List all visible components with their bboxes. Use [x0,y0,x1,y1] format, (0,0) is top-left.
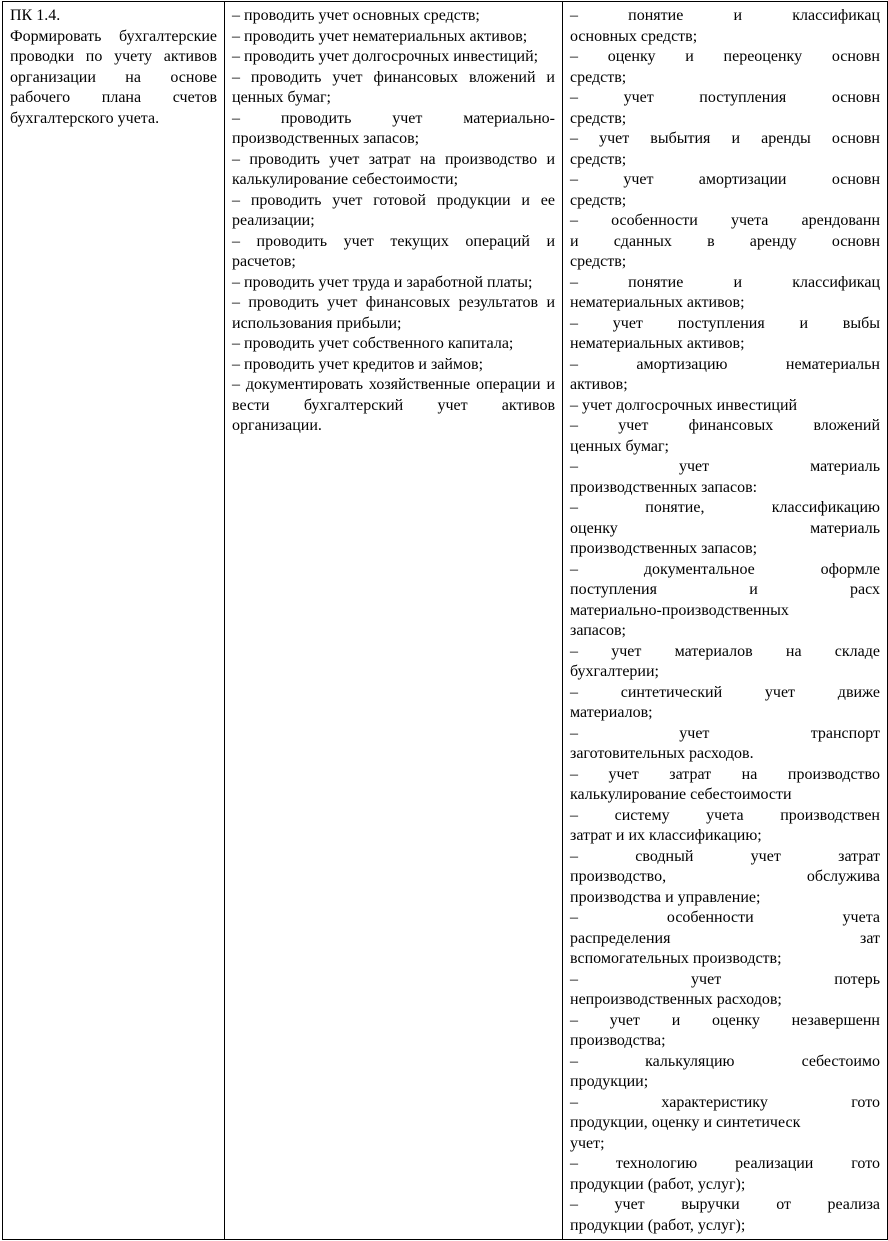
knowledge-line: – систему учета производствен [570,806,880,824]
knowledge-line: материалов; [570,704,653,721]
skill-item: – проводить учет финансовых вложений и ценных бумаг; [232,68,555,106]
knowledge-line: основных средств; [570,27,698,45]
knowledge-line: запасов; [570,622,626,639]
knowledge-line: – учет финансовых вложений [570,417,880,434]
knowledge-line: – учет материаль [570,458,880,475]
competency-code: ПК 1.4. [10,7,61,24]
competency-cell [3,2,225,1240]
knowledge-line: – калькуляцию себестоимо [570,1052,880,1070]
knowledge-line: – учет поступления и выбы [570,314,880,332]
knowledge-line: вспомогательных производств; [570,950,782,967]
knowledge-line: средств; [570,68,627,86]
table-row [3,2,888,1240]
knowledge-line: – учет потерь [570,970,880,988]
knowledge-line: оценку материаль [570,519,880,537]
skill-item: – проводить учет основных средств; [232,7,480,24]
knowledge-line: – понятие, классификацию [570,499,880,516]
knowledge-line: средств; [570,150,627,168]
skill-item: – проводить учет затрат на производство и калькулирование себестоимости; [232,150,555,188]
skill-item: – проводить учет труда и заработной платы; [232,273,533,291]
knowledge-line: – учет затрат на производство [570,765,880,783]
knowledge-line: – амортизацию нематериальн [570,355,880,373]
knowledge-line: продукции, оценку и синтетическ [570,1114,801,1131]
knowledge-line: поступления и расх [570,581,880,598]
skill-item: – проводить учет собственного капитала; [232,335,514,352]
knowledge-line: – оценку и переоценку основн [570,48,880,65]
knowledge-cell [563,2,888,1240]
knowledge-line: продукции; [570,1073,649,1090]
knowledge-line: производство, обслужива [570,868,880,885]
skill-item: – проводить учет финансовых результатов и использования прибыли; [232,294,555,332]
knowledge-line: учет; [570,1134,605,1152]
knowledge-line: производственных запасов: [570,478,758,496]
knowledge-line: – учет долгосрочных инвестиций [570,396,798,414]
skill-item: – проводить учет материально-производственных запасов; [232,109,555,147]
knowledge-line: – особенности учета арендованн [570,212,880,229]
skill-item: – проводить учет кредитов и займов; [232,355,484,373]
knowledge-line: – технологию реализации гото [570,1155,880,1172]
knowledge-line: производства; [570,1032,666,1049]
knowledge-line: активов; [570,376,628,393]
knowledge-line: – учет и оценку незавершенн [570,1011,880,1029]
knowledge-line: материально-производственных [570,601,789,619]
knowledge-line: – понятие и классификац [570,7,880,24]
knowledge-line: – учет транспорт [570,724,880,742]
knowledge-line: калькулирование себестоимости [570,786,792,803]
knowledge-line: – учет выручки от реализа [570,1196,880,1213]
knowledge-line: – документальное оформле [570,560,880,578]
knowledge-line: производственных запасов; [570,540,758,557]
knowledge-line: средств; [570,253,627,270]
knowledge-line: – характеристику гото [570,1093,880,1111]
knowledge-line: бухгалтерии; [570,663,659,680]
knowledge-line: – учет материалов на складе [570,642,880,660]
knowledge-line: и сданных в аренду основн [570,232,880,250]
knowledge-line: ценных бумаг; [570,437,669,455]
knowledge-line: затрат и их классификацию; [570,827,762,844]
knowledge-line: нематериальных активов; [570,335,745,352]
knowledge-line: производства и управление; [570,888,761,906]
knowledge-line: – учет поступления основн [570,89,880,106]
knowledge-line: – особенности учета [570,909,880,926]
knowledge-line: нематериальных активов; [570,294,745,311]
knowledge-line: заготовительных расходов. [570,745,754,762]
knowledge-line: продукции (работ, услуг); [570,1175,746,1193]
skill-item: – проводить учет долгосрочных инвестиций; [232,48,539,65]
skill-item: – проводить учет нематериальных активов; [232,27,528,45]
competency-title: Формировать бухгалтерские проводки по учету активов организации на основе рабочего плана счетов бухгалтерского учета. [10,27,217,127]
knowledge-line: распределения зат [570,929,880,947]
knowledge-line: – сводный учет затрат [570,847,880,865]
knowledge-line: – учет амортизации основн [570,171,880,188]
skills-cell [225,2,563,1240]
knowledge-line: – синтетический учет движе [570,683,880,701]
competency-table [2,1,888,1240]
knowledge-line: – понятие и классификац [570,273,880,291]
knowledge-line: средств; [570,191,627,209]
skill-item: – проводить учет готовой продукции и ее реализации; [232,191,555,229]
knowledge-line: – учет выбытия и аренды основн [570,130,880,147]
skill-item: – проводить учет текущих операций и расчетов; [232,232,555,270]
knowledge-line: продукции (работ, услуг); [570,1216,746,1234]
skill-item: – документировать хозяйственные операции и вести бухгалтерский учет активов организации. [232,376,555,434]
knowledge-line: непроизводственных расходов; [570,991,782,1008]
knowledge-line: средств; [570,109,627,127]
